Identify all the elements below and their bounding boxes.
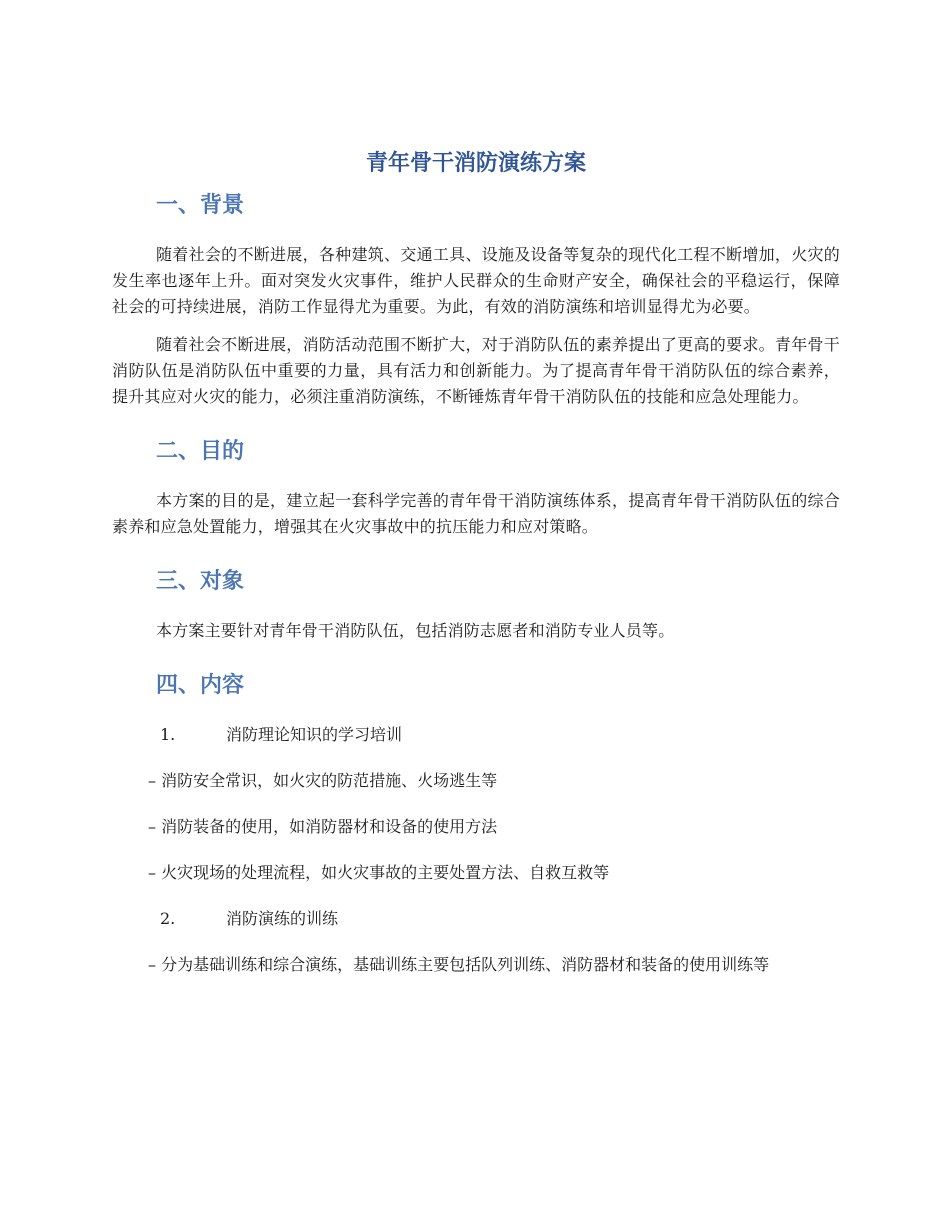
list-item: – 消防装备的使用，如消防器材和设备的使用方法 bbox=[148, 817, 498, 836]
item-number: 2. bbox=[160, 909, 176, 928]
numbered-item bbox=[112, 722, 840, 748]
paragraph: 本方案的目的是，建立起一套科学完善的青年骨干消防演练体系，提高青年骨干消防队伍的综合素养和应急处置能力，增强其在火灾事故中的抗压能力和应对策略。 bbox=[112, 491, 840, 536]
list-item: – 分为基础训练和综合演练，基础训练主要包括队列训练、消防器材和装备的使用训练等 bbox=[148, 955, 770, 974]
section-heading-purpose: 二、目的 bbox=[156, 439, 245, 464]
document-title: 青年骨干消防演练方案 bbox=[365, 151, 586, 176]
item-label: 消防理论知识的学习培训 bbox=[226, 725, 403, 744]
item-label: 消防演练的训练 bbox=[226, 909, 339, 928]
item-number: 1. bbox=[160, 725, 176, 744]
section-heading-background: 一、背景 bbox=[156, 193, 245, 218]
paragraph: 本方案主要针对青年骨干消防队伍，包括消防志愿者和消防专业人员等。 bbox=[156, 621, 675, 640]
document-body bbox=[112, 142, 840, 978]
paragraph: 随着社会不断进展，消防活动范围不断扩大，对于消防队伍的素养提出了更高的要求。青年骨干消防队伍是消防队伍中重要的力量，具有活力和创新能力。为了提高青年骨干消防队伍的综合素养，提升其应对火灾的能力，必须注重消防演练，不断锤炼青年骨干消防队伍的技能和应急处理能力。 bbox=[112, 335, 840, 406]
section-heading-target: 三、对象 bbox=[156, 569, 245, 594]
numbered-item bbox=[112, 906, 840, 932]
list-item: – 消防安全常识，如火灾的防范措施、火场逃生等 bbox=[148, 771, 498, 790]
paragraph: 随着社会的不断进展，各种建筑、交通工具、设施及设备等复杂的现代化工程不断增加，火灾的发生率也逐年上升。面对突发火灾事件，维护人民群众的生命财产安全，确保社会的平稳运行，保障社会的可持续进展，消防工作显得尤为重要。为此，有效的消防演练和培训显得尤为必要。 bbox=[112, 245, 840, 316]
section-heading-content: 四、内容 bbox=[156, 673, 245, 698]
list-item: – 火灾现场的处理流程，如火灾事故的主要处置方法、自救互救等 bbox=[148, 863, 610, 882]
